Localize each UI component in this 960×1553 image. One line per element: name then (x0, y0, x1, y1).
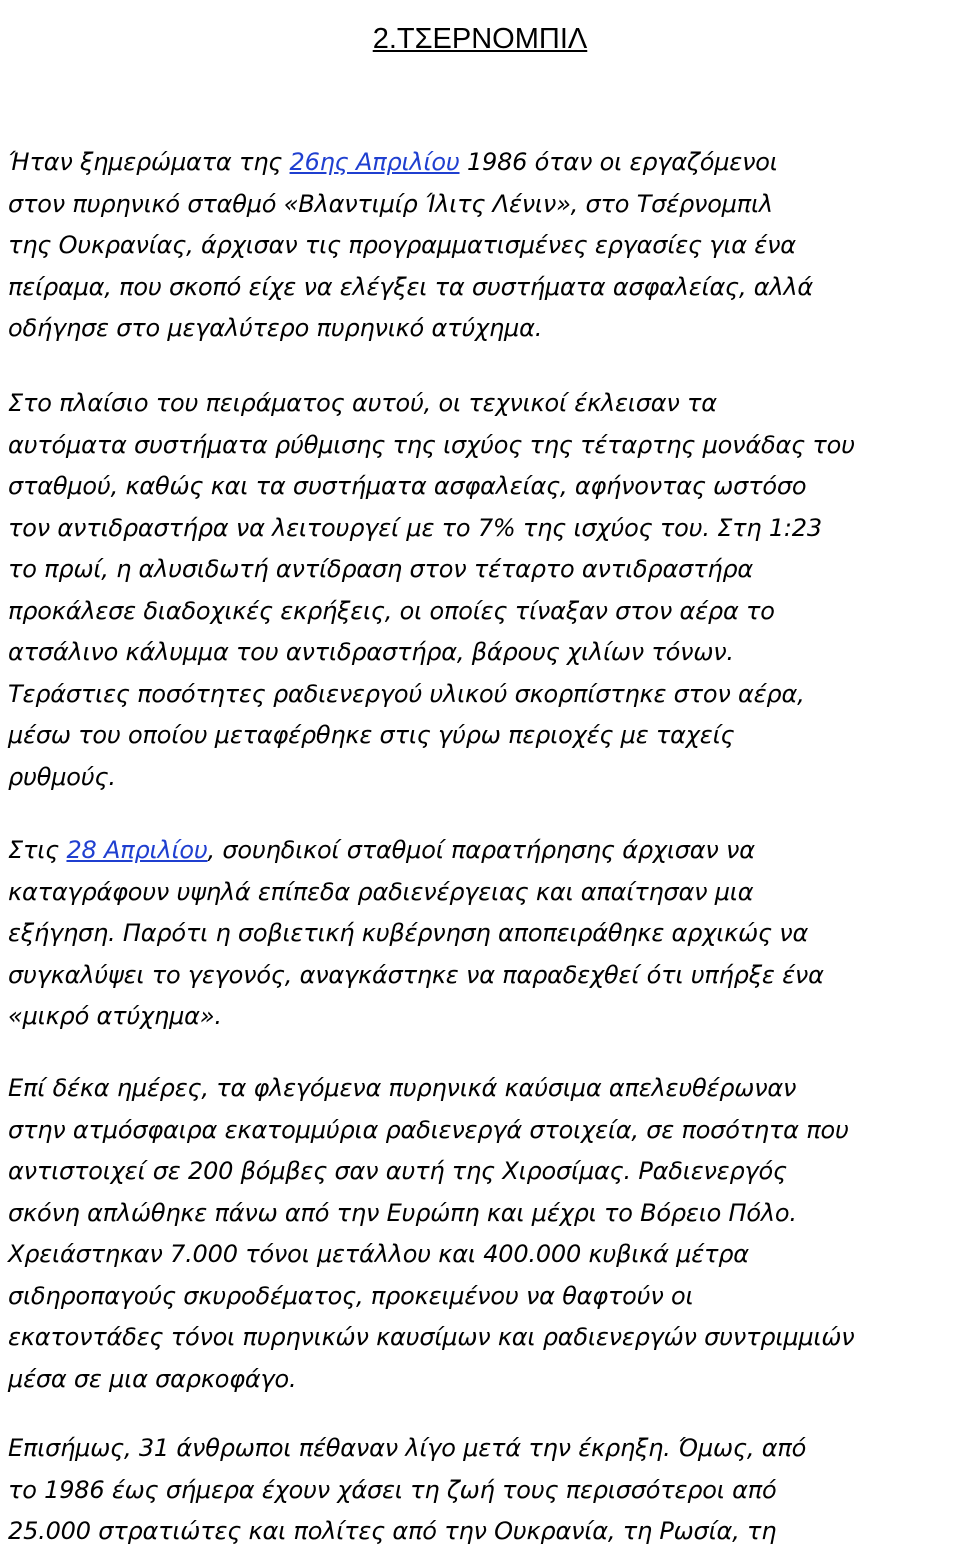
text-segment: Στις (8, 836, 67, 864)
text-line: Τεράστιες ποσότητες ραδιενεργού υλικού σκορπίστηκε στον αέρα, (8, 679, 805, 708)
text-segment: 1986 όταν οι εργαζόμενοι (459, 148, 778, 176)
text-line: μέσω του οποίου μεταφέρθηκε στις γύρω περιοχές με ταχείς (8, 721, 735, 749)
text-line: Χρειάστηκαν 7.000 τόνοι μετάλλου και 400.000 κυβικά μέτρα (8, 1240, 749, 1268)
text-line: σταθμού, καθώς και τα συστήματα ασφαλείας, αφήνοντας ωστόσο (8, 472, 807, 500)
text-line: Επισήμως, 31 άνθρωποι πέθαναν λίγο μετά την έκρηξη. Όμως, από (8, 1434, 807, 1462)
text-line (8, 142, 952, 184)
text-line: εκατοντάδες τόνοι πυρηνικών καυσίμων και ραδιενεργών συντριμμιών (8, 1323, 855, 1351)
date-link-april-28[interactable]: 28 Απριλίου (66, 836, 208, 864)
paragraph-experiment (8, 383, 952, 798)
page-title: 2.ΤΣΕΡΝΟΜΠΙΛ (372, 23, 588, 56)
text-line: «μικρό ατύχημα». (8, 1002, 222, 1030)
text-line: το 1986 έως σήμερα έχουν χάσει τη ζωή τους περισσότεροι από (8, 1475, 777, 1504)
text-line: οδήγησε στο μεγαλύτερο πυρηνικό ατύχημα. (8, 314, 543, 342)
text-line: αντιστοιχεί σε 200 βόμβες σαν αυτή της Χιροσίμας. Ραδιενεργός (8, 1157, 787, 1185)
text-line: Επί δέκα ημέρες, τα φλεγόμενα πυρηνικά καύσιμα απελευθέρωναν (8, 1074, 797, 1102)
text-line: μέσα σε μια σαρκοφάγο. (8, 1364, 297, 1393)
text-line: της Ουκρανίας, άρχισαν τις προγραμματισμένες εργασίες για ένα (8, 231, 796, 259)
text-line: αυτόματα συστήματα ρύθμισης της ισχύος της τέταρτης μονάδας του (8, 430, 855, 459)
text-line: Στο πλαίσιο του πειράματος αυτού, οι τεχνικοί έκλεισαν τα (8, 389, 717, 417)
text-line: πείραμα, που σκοπό είχε να ελέγξει τα συστήματα ασφαλείας, αλλά (8, 272, 814, 301)
text-line: ατσάλινο κάλυμμα του αντιδραστήρα, βάρους χιλίων τόνων. (8, 638, 734, 666)
text-line: στην ατμόσφαιρα εκατομμύρια ραδιενεργά στοιχεία, σε ποσότητα που (8, 1115, 849, 1144)
text-line (8, 830, 952, 872)
text-line: προκάλεσε διαδοχικές εκρήξεις, οι οποίες τίναξαν στον αέρα το (8, 596, 775, 625)
text-segment: , σουηδικοί σταθμοί παρατήρησης άρχισαν να (207, 836, 755, 864)
text-line: στον πυρηνικό σταθμό «Βλαντιμίρ Ίλιτς Λένιν», στο Τσέρνομπιλ (8, 189, 773, 218)
text-line: τον αντιδραστήρα να λειτουργεί με το 7% της ισχύος του. Στη 1:23 (8, 513, 822, 542)
paragraph-fallout (8, 1068, 952, 1400)
paragraph-sweden (8, 830, 952, 1038)
paragraph-intro (8, 142, 952, 350)
text-line: εξήγηση. Παρότι η σοβιετική κυβέρνηση αποπειράθηκε αρχικώς να (8, 919, 809, 947)
text-line: συγκαλύψει το γεγονός, αναγκάστηκε να παραδεχθεί ότι υπήρξε ένα (8, 960, 824, 989)
paragraph-casualties (8, 1428, 952, 1553)
text-line: ρυθμούς. (8, 762, 116, 791)
text-line: καταγράφουν υψηλά επίπεδα ραδιενέργειας και απαίτησαν μια (8, 877, 754, 906)
text-line: σκόνη απλώθηκε πάνω από την Ευρώπη και μέχρι το Βόρειο Πόλο. (8, 1198, 797, 1227)
text-line: 25.000 στρατιώτες και πολίτες από την Ουκρανία, τη Ρωσία, τη (8, 1517, 777, 1545)
date-link-april-26[interactable]: 26ης Απριλίου (289, 148, 460, 176)
text-line: σιδηροπαγούς σκυροδέματος, προκειμένου να θαφτούν οι (8, 1281, 694, 1310)
text-line: το πρωί, η αλυσιδωτή αντίδραση στον τέταρτο αντιδραστήρα (8, 555, 753, 583)
text-segment: Ήταν ξημερώματα της (8, 148, 290, 176)
